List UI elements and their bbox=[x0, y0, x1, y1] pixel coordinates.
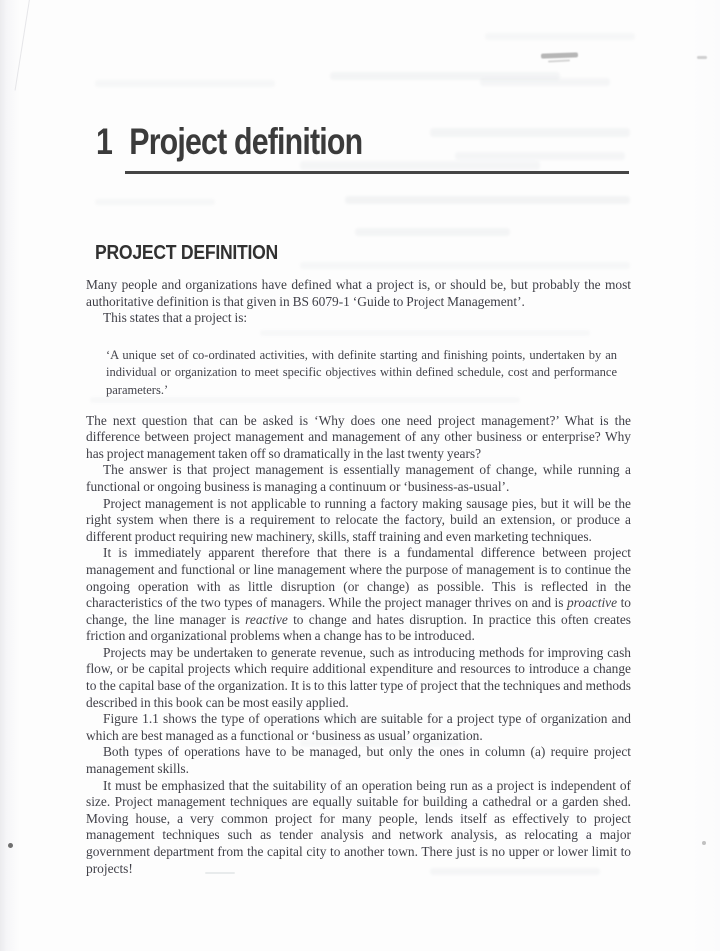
chapter-number: 1 bbox=[96, 121, 113, 162]
paper-speck bbox=[8, 843, 13, 848]
text-segment: This states that a project is: bbox=[103, 310, 248, 326]
text-segment: It must be emphasized that the suitability of an operation being run as a project is independent of size. Project management techniques are equally suitable for building a cathedral or a garden shed. Moving house, a very common project for many people, lends itself as effectively to project management techniques such as tender analysis and network analysis, as relocating a major government department from the capital city to another town. There just is no upper or lower limit to projects! bbox=[86, 777, 631, 876]
paragraph bbox=[86, 711, 631, 744]
bleed-through-artifact bbox=[455, 152, 625, 160]
definition-quote: ‘A unique set of co-ordinated activities, with definite starting and finishing points, undertaken by an individual or organization to meet specific objectives within defined schedule, cost and performance parameters.’ bbox=[106, 347, 617, 397]
text-segment: Projects may be undertaken to generate revenue, such as introducing methods for improving cash flow, or be capital projects which require additional expenditure and resources to introduce a change to the capital base of the organization. It is to this latter type of project that the techniques and methods described in this book can be most easily applied. bbox=[86, 644, 631, 710]
chapter-title bbox=[96, 123, 362, 160]
text-segment: to change, the line manager is bbox=[86, 595, 631, 627]
smudge-mark bbox=[541, 52, 578, 58]
smudge-mark bbox=[697, 56, 707, 59]
paragraph bbox=[86, 413, 631, 463]
bleed-through-artifact bbox=[95, 199, 215, 205]
text-segment: Many people and organizations have defined what a project is, or should be, but probably the most authoritative definition is that given in BS 6079-1 ‘Guide to Project Management’. bbox=[86, 277, 631, 309]
text-segment: to change and hates disruption. In practice this often creates friction and organizational problems when a change has to be introduced. bbox=[86, 611, 631, 644]
paragraph bbox=[86, 496, 631, 546]
text-segment: The answer is that project management is essentially management of change, while running a functional or ongoing business is managing a continuum or ‘business-as-usual’. bbox=[86, 462, 631, 494]
bleed-through-artifact bbox=[300, 262, 630, 269]
text-segment: Figure 1.1 shows the type of operations which are suitable for a project type of organization and which are best managed as a functional or ‘business as usual’ organization. bbox=[86, 711, 631, 743]
bleed-through-artifact bbox=[480, 78, 610, 86]
chapter-title-text: Project definition bbox=[129, 121, 363, 162]
italic-text: proactive bbox=[566, 595, 618, 611]
paragraph bbox=[86, 645, 631, 711]
body-text bbox=[86, 277, 631, 877]
text-segment: Project management is not applicable to running a factory making sausage pies, but it will be the right system when there is a requirement to relocate the factory, build an extension, or produce a different product requiring new machinery, skills, staff training and even marketing techniques. bbox=[86, 495, 631, 544]
paragraph bbox=[86, 744, 631, 777]
paragraph bbox=[86, 277, 631, 310]
paragraph bbox=[86, 545, 631, 645]
section-heading: PROJECT DEFINITION bbox=[95, 242, 278, 264]
italic-text: reactive bbox=[245, 611, 288, 627]
text-segment: The next question that can be asked is ‘Why does one need project management?’ What is the difference between project management and management of any other business or enterprise? Why has project management taken off so dramatically in the last twenty years? bbox=[86, 412, 631, 461]
bleed-through-artifact bbox=[95, 80, 275, 87]
bleed-through-artifact bbox=[430, 128, 630, 137]
text-segment: It is immediately apparent therefore that there is a fundamental difference between project management and functional or line management where the purpose of management is to continue the ongoing operation with as little disruption (or change) as possible. This is reflected in the characteristics of the two types of managers. While the project manager thrives on and is bbox=[86, 545, 631, 611]
paragraph bbox=[86, 778, 631, 878]
bleed-through-artifact bbox=[300, 161, 540, 170]
paragraph bbox=[86, 462, 631, 495]
paper-speck bbox=[702, 841, 706, 845]
title-rule bbox=[125, 171, 629, 174]
bleed-through-artifact bbox=[345, 196, 630, 204]
bleed-through-artifact bbox=[355, 228, 510, 236]
text-segment: Both types of operations have to be managed, but only the ones in column (a) require project management skills. bbox=[86, 744, 631, 777]
paper-edge-line bbox=[15, 0, 31, 90]
paragraph bbox=[86, 310, 631, 327]
smudge-mark bbox=[548, 59, 570, 62]
bleed-through-artifact bbox=[485, 33, 635, 40]
